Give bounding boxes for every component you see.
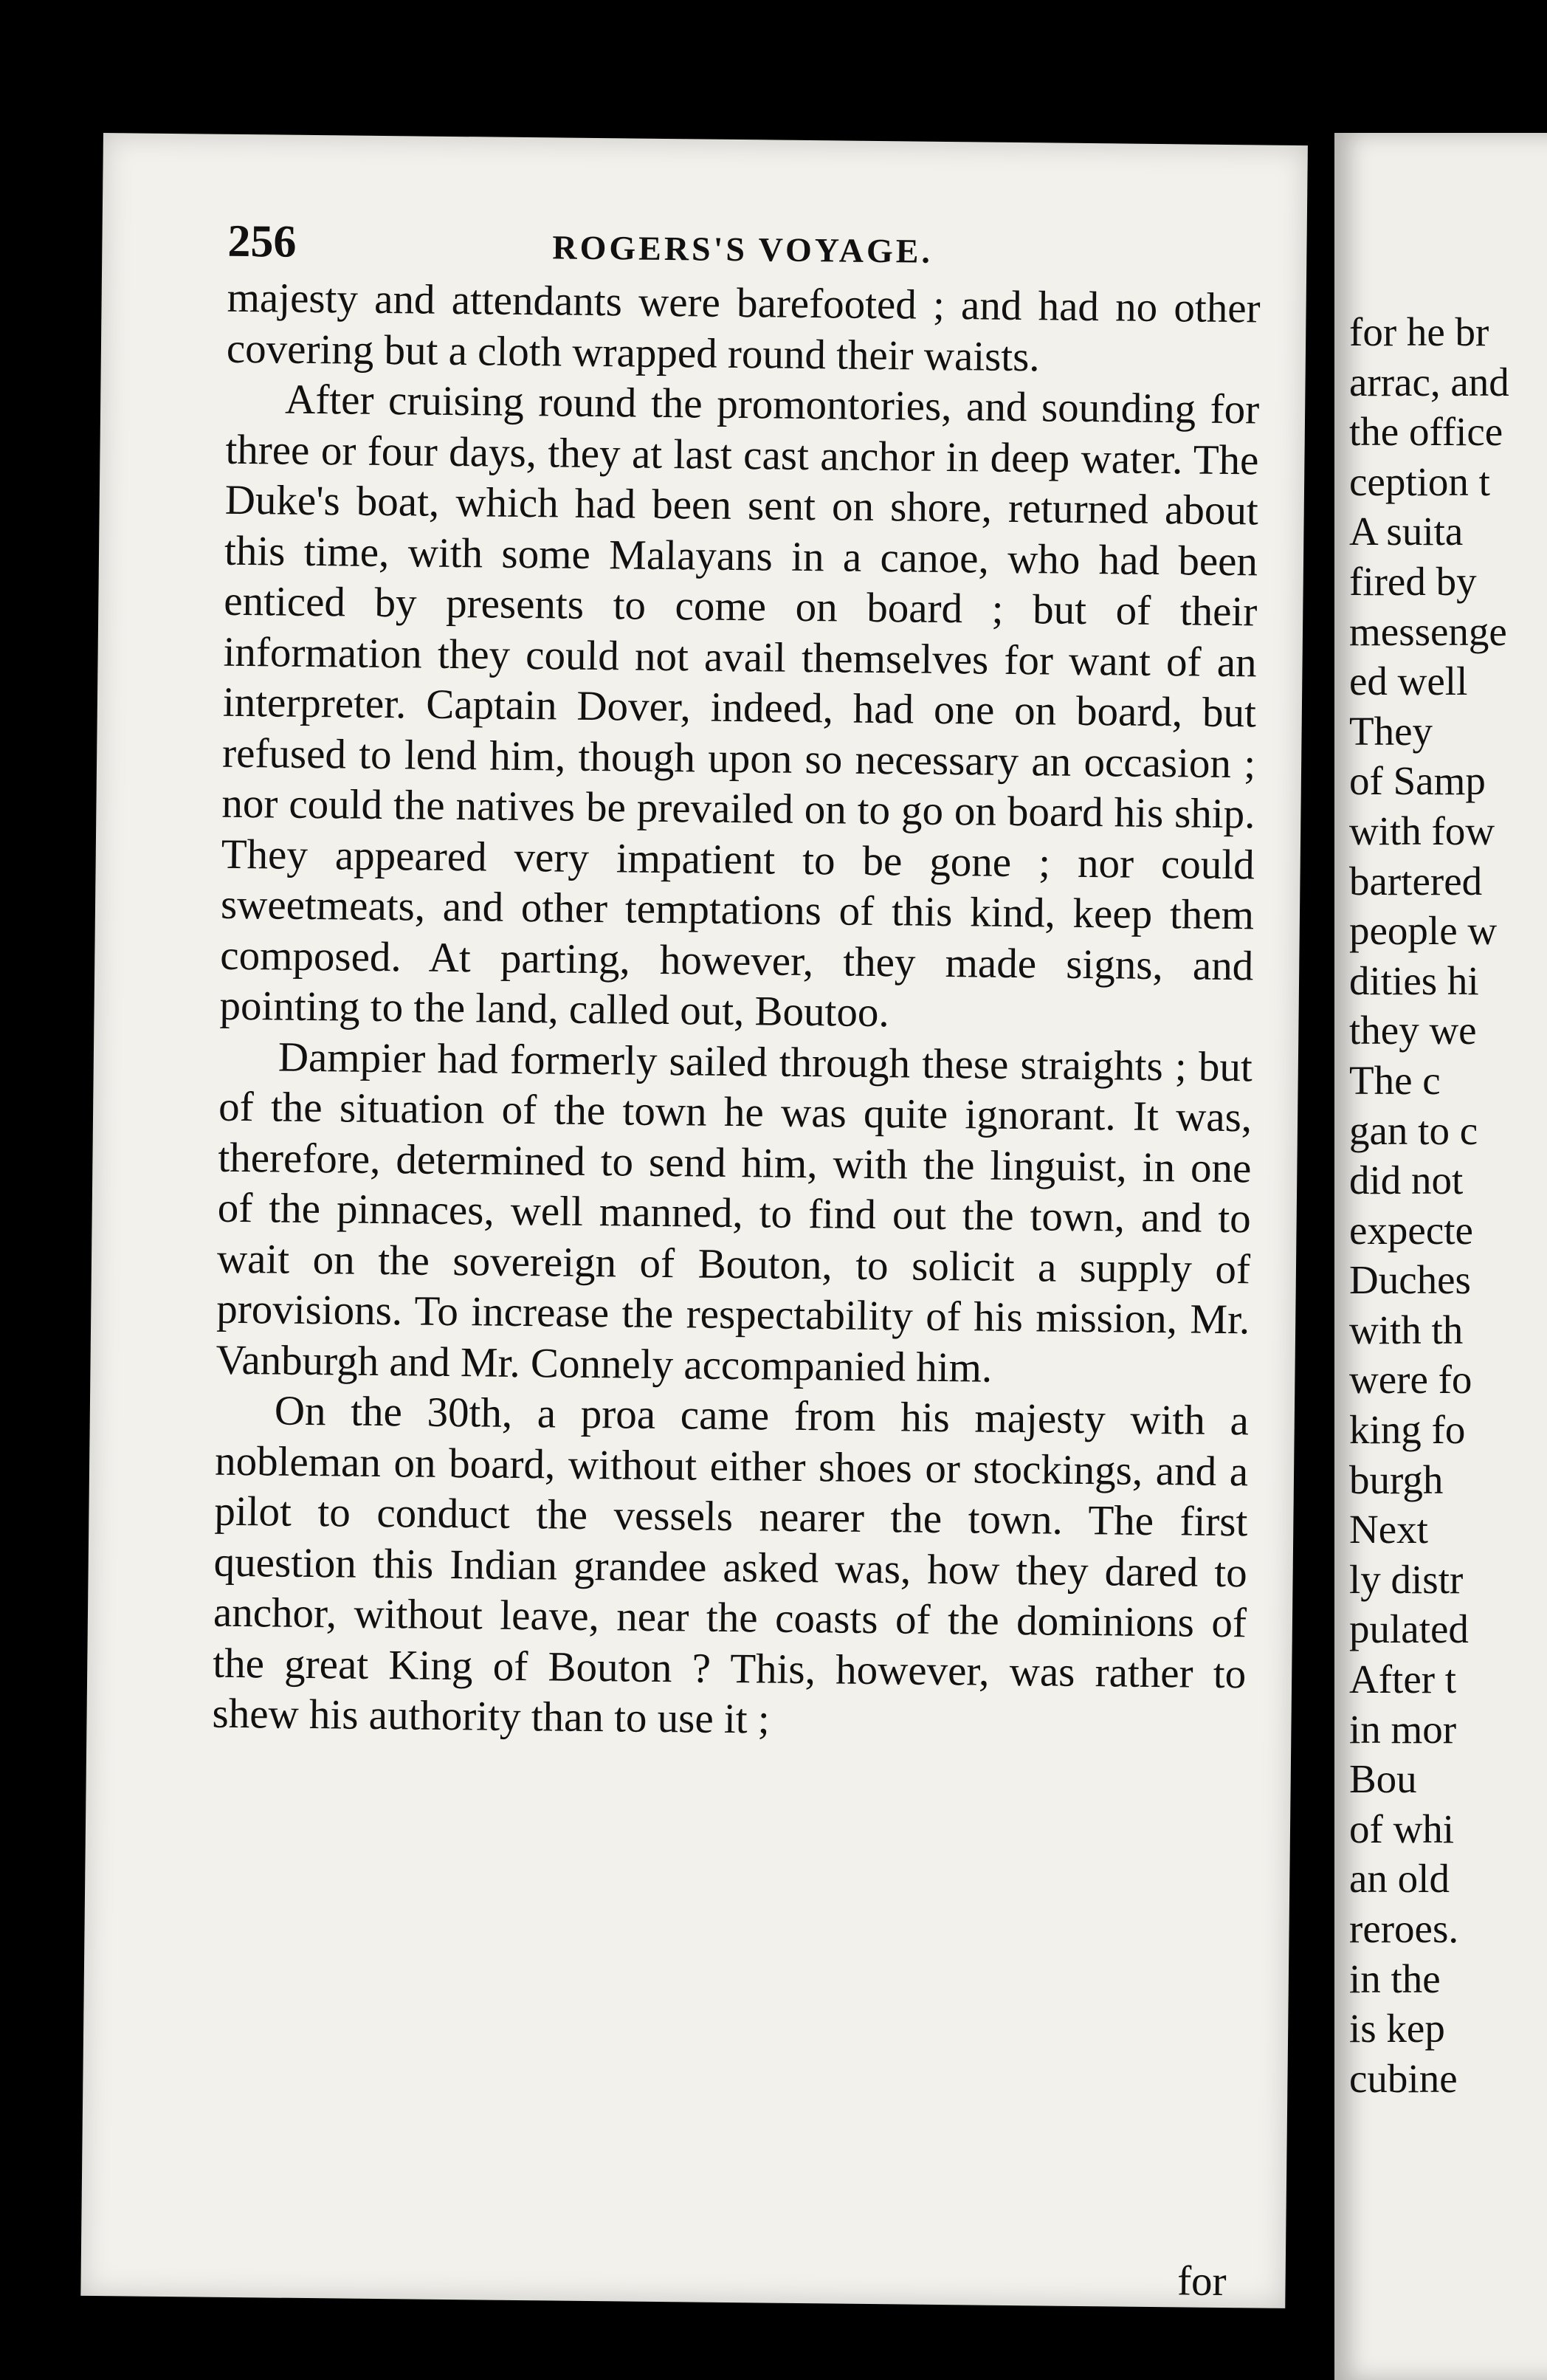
right-page-line: ception t <box>1349 458 1490 504</box>
right-page-line: They <box>1349 708 1433 754</box>
right-page-line: is kep <box>1349 2006 1445 2051</box>
right-page-line: did not <box>1349 1158 1464 1203</box>
right-page-line: dities hi <box>1349 957 1479 1003</box>
paragraph: On the 30th, a proa came from his majesty with a nobleman on board, without either shoes or stockings, and a pilot to conduct the vessels nearer the town. The first question this Indian grandee asked was, how they dared to anchor, without leave, near the coasts of the dominions of the great King of Bouton ? This, however, was rather to shew his authority than to use it ; <box>212 1387 1250 1743</box>
right-page-line: fired by <box>1349 558 1477 604</box>
right-page-line: were fo <box>1349 1357 1472 1403</box>
page-header <box>227 208 1247 285</box>
right-page-line: pulated <box>1349 1606 1469 1652</box>
page-number: 256 <box>227 216 297 267</box>
right-page-text <box>1349 307 1547 2103</box>
right-page-line: reroes. <box>1349 1906 1459 1951</box>
right-page-line: Bou <box>1349 1756 1417 1802</box>
right-page-line: the office <box>1349 409 1503 455</box>
right-page-line: burgh <box>1349 1456 1444 1502</box>
right-page-line: The c <box>1349 1057 1441 1103</box>
right-page-line: they we <box>1349 1008 1477 1053</box>
right-page-line: of Samp <box>1349 758 1486 804</box>
right-page-fragment <box>1334 133 1547 2380</box>
right-page-line: messenge <box>1349 608 1507 654</box>
paragraph: After cruising round the promontories, and sounding for three or four days, they at last cast anchor in deep water. The Duke's boat, which had been sent on shore, returned about this time, with some Malayans in a canoe, who had been enticed by presents to come on board ; but of their information they could not avail themselves for want of an interpreter. Captain Dover, indeed, had one on board, but refused to lend him, though upon so necessary an occasion ; nor could the natives be prevailed on to go on board his ship. They appeared very impatient to be gone ; nor could sweetmeats, and other temptations of this kind, keep them composed. At parting, however, they made signs, and pointing to the land, called out, Boutoo. <box>219 376 1260 1036</box>
right-page-line: gan to c <box>1349 1107 1478 1153</box>
right-page-line: with th <box>1349 1307 1464 1352</box>
paragraph: majesty and attendants were barefooted ; and had no other covering but a cloth wrapped round their waists. <box>226 274 1261 380</box>
right-page-line: in mor <box>1349 1706 1457 1752</box>
left-page <box>80 133 1308 2308</box>
right-page-line: with fow <box>1349 808 1495 853</box>
right-page-line: ly distr <box>1349 1556 1464 1602</box>
right-page-line: Duches <box>1349 1257 1471 1303</box>
right-page-line: for he br <box>1349 309 1489 354</box>
right-page-line: an old <box>1349 1856 1450 1902</box>
right-page-line: people w <box>1349 908 1498 954</box>
body-text <box>212 273 1261 1750</box>
right-page-line: ed well <box>1349 658 1468 704</box>
right-page-line: of whi <box>1349 1806 1455 1851</box>
right-page-line: Next <box>1349 1507 1428 1552</box>
right-page-line: expecte <box>1349 1207 1473 1253</box>
right-page-line: bartered <box>1349 858 1483 904</box>
right-page-line: A suita <box>1349 509 1464 554</box>
right-page-line: cubine <box>1349 2055 1458 2101</box>
paragraph: Dampier had formerly sailed through these straights ; but of the situation of the town he was quite ignorant. It was, therefore, determined to send him, with the linguist, in one of the pinnaces, well manned, to find out the town, and to wait on the sovereign of Bouton, to solicit a supply of provisions. To increase the respectability of his mission, Mr. Vanburgh and Mr. Connely accompanied him. <box>216 1033 1253 1392</box>
catchword: for <box>1176 2257 1227 2305</box>
right-page-line: king fo <box>1349 1407 1466 1453</box>
right-page-line: arrac, and <box>1349 359 1509 405</box>
right-page-line: in the <box>1349 1956 1441 2001</box>
running-head: ROGERS'S VOYAGE. <box>552 228 934 270</box>
right-page-line: After t <box>1349 1657 1457 1702</box>
